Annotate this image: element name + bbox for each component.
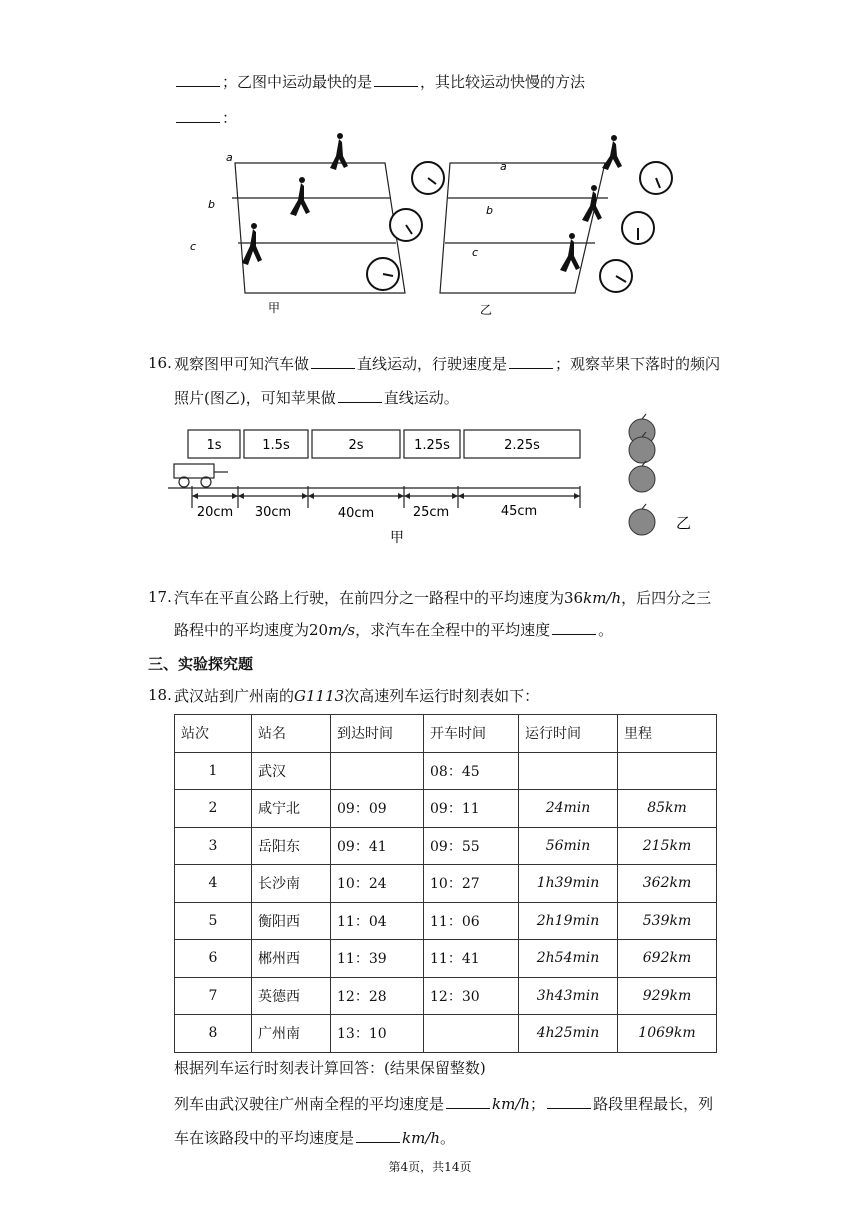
q17-line2: 路程中的平均速度为20m/s，求汽车在全程中的平均速度 。 — [174, 621, 614, 639]
table-cell: 英德西 — [252, 977, 331, 1015]
lane-label: a — [500, 160, 507, 173]
table-cell: 11：04 — [331, 902, 424, 940]
clock-icon — [600, 260, 632, 292]
time-label: 1.5s — [262, 438, 290, 453]
table-cell: 12：30 — [424, 977, 519, 1015]
table-cell: 8 — [175, 1015, 252, 1053]
table-cell: 11：06 — [424, 902, 519, 940]
runner-icon — [290, 177, 310, 216]
lane-label: a — [226, 151, 233, 164]
table-cell: 2h19min — [519, 902, 618, 940]
table-cell: 08：45 — [424, 752, 519, 790]
time-label: 1.25s — [414, 438, 450, 453]
page-footer: 第4页，共14页 — [388, 1160, 472, 1174]
table-cell: 衡阳西 — [252, 902, 331, 940]
q18-after2: 列车由武汉驶往广州南全程的平均速度是 km/h； 路段里程最长，列 — [174, 1095, 714, 1113]
q18-after1: 根据列车运行时刻表计算回答：(结果保留整数) — [174, 1059, 486, 1077]
runner-icon — [560, 233, 580, 272]
table-cell: 1h39min — [519, 865, 618, 903]
answer-blank[interactable] — [338, 388, 382, 403]
table-cell: 362km — [618, 865, 717, 903]
table-cell — [519, 752, 618, 790]
table-cell: 郴州西 — [252, 940, 331, 978]
table-cell: 56min — [519, 827, 618, 865]
table-row — [175, 1015, 717, 1053]
apple-icon — [629, 437, 655, 463]
q18-intro: 武汉站到广州南的G1113次高速列车运行时刻表如下： — [174, 687, 540, 705]
time-label: 1s — [206, 438, 222, 453]
q17-line1: 汽车在平直公路上行驶，在前四分之一路程中的平均速度为36km/h，后四分之三 — [174, 589, 712, 607]
track-yi — [440, 163, 608, 293]
table-cell — [618, 752, 717, 790]
clock-icon — [367, 258, 399, 290]
distance-label: 25cm — [412, 505, 450, 520]
table-cell: 1 — [175, 752, 252, 790]
runner-icon — [330, 133, 348, 170]
table-header-row — [175, 715, 717, 753]
answer-blank[interactable] — [446, 1094, 490, 1109]
lane-label: b — [486, 204, 493, 217]
table-cell: 692km — [618, 940, 717, 978]
table-cell: 09：55 — [424, 827, 519, 865]
table-header-cell: 到达时间 — [331, 715, 424, 753]
distance-label: 40cm — [337, 506, 375, 521]
table-cell: 3h43min — [519, 977, 618, 1015]
clock-icon — [622, 212, 654, 244]
distance-label: 20cm — [196, 505, 234, 520]
q15-figure — [190, 128, 710, 320]
table-header-cell: 开车时间 — [424, 715, 519, 753]
distance-label: 45cm — [500, 504, 538, 519]
q15-line1: ；乙图中运动最快的是 ，其比较运动快慢的方法 — [174, 72, 585, 92]
table-cell: 13：10 — [331, 1015, 424, 1053]
answer-blank[interactable] — [176, 108, 220, 123]
table-cell: 09：41 — [331, 827, 424, 865]
table-cell: 2 — [175, 790, 252, 828]
table-cell: 2h54min — [519, 940, 618, 978]
table-cell: 岳阳东 — [252, 827, 331, 865]
question-number: 18. — [148, 686, 172, 704]
answer-blank[interactable] — [552, 620, 596, 635]
apple-icon — [629, 509, 655, 535]
table-cell: 长沙南 — [252, 865, 331, 903]
table-cell: 11：39 — [331, 940, 424, 978]
table-cell: 10：27 — [424, 865, 519, 903]
table-header-cell: 里程 — [618, 715, 717, 753]
figure-label-yi: 乙 — [676, 514, 692, 532]
answer-blank[interactable] — [176, 72, 220, 87]
table-cell: 09：11 — [424, 790, 519, 828]
q15-line2: ： — [174, 108, 237, 128]
runner-icon — [602, 135, 622, 170]
table-row — [175, 865, 717, 903]
table-header-cell: 运行时间 — [519, 715, 618, 753]
table-cell: 武汉 — [252, 752, 331, 790]
table-header-cell: 站名 — [252, 715, 331, 753]
q16-figure — [168, 412, 708, 552]
clock-icon — [390, 209, 422, 241]
table-row — [175, 977, 717, 1015]
table-cell: 11：41 — [424, 940, 519, 978]
table-cell: 5 — [175, 902, 252, 940]
table-cell: 6 — [175, 940, 252, 978]
question-number: 16. — [148, 354, 172, 372]
table-cell: 4 — [175, 865, 252, 903]
distance-label: 30cm — [254, 505, 292, 520]
table-cell: 7 — [175, 977, 252, 1015]
answer-blank[interactable] — [547, 1094, 591, 1109]
table-header-cell: 站次 — [175, 715, 252, 753]
table-cell: 4h25min — [519, 1015, 618, 1053]
table-cell: 12：28 — [331, 977, 424, 1015]
q16-line2: 照片(图乙)，可知苹果做 直线运动。 — [174, 389, 459, 407]
lane-label: c — [190, 240, 197, 253]
time-label: 2.25s — [504, 438, 540, 453]
table-cell: 215km — [618, 827, 717, 865]
clock-icon — [640, 162, 672, 194]
time-label: 2s — [348, 438, 364, 453]
table-row — [175, 940, 717, 978]
figure-label-jia: 甲 — [268, 301, 281, 315]
q16-line1: 观察图甲可知汽车做 直线运动，行驶速度是 ；观察苹果下落时的频闪 — [174, 355, 721, 373]
apple-icon — [629, 466, 655, 492]
answer-blank[interactable] — [374, 72, 418, 87]
lane-label: b — [208, 198, 215, 211]
table-cell: 539km — [618, 902, 717, 940]
section-heading: 三、实验探究题 — [148, 655, 254, 673]
table-cell: 24min — [519, 790, 618, 828]
clock-icon — [412, 162, 444, 194]
table-cell: 10：24 — [331, 865, 424, 903]
table-cell: 929km — [618, 977, 717, 1015]
table-cell: 1069km — [618, 1015, 717, 1053]
table-cell — [424, 1015, 519, 1053]
table-cell: 咸宁北 — [252, 790, 331, 828]
lane-label: c — [472, 246, 479, 259]
table-row — [175, 790, 717, 828]
car-icon — [174, 464, 228, 487]
table-row — [175, 752, 717, 790]
runner-icon — [242, 223, 262, 265]
table-cell: 广州南 — [252, 1015, 331, 1053]
table-cell — [331, 752, 424, 790]
answer-blank[interactable] — [356, 1128, 400, 1143]
table-cell: 3 — [175, 827, 252, 865]
answer-blank[interactable] — [311, 354, 355, 369]
table-row — [175, 902, 717, 940]
table-cell: 85km — [618, 790, 717, 828]
question-number: 17. — [148, 588, 172, 606]
table-row — [175, 827, 717, 865]
answer-blank[interactable] — [509, 354, 553, 369]
figure-label-yi: 乙 — [480, 303, 493, 317]
q18-after3: 车在该路段中的平均速度是 km/h。 — [174, 1129, 456, 1147]
table-cell: 09：09 — [331, 790, 424, 828]
timetable — [174, 714, 717, 1053]
figure-label-jia: 甲 — [390, 530, 404, 546]
